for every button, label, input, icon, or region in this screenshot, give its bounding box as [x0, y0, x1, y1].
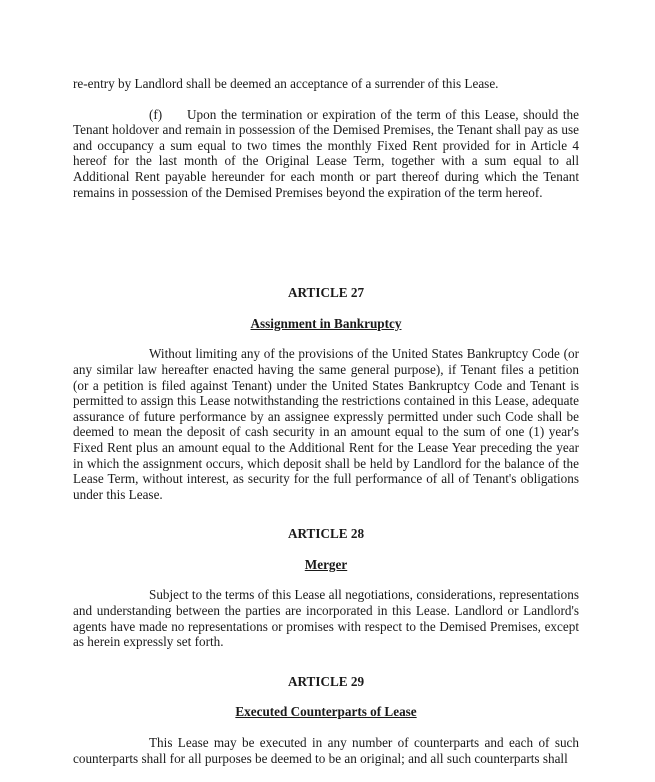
spacer	[73, 331, 579, 346]
article-title: Assignment in Bankruptcy	[250, 315, 402, 331]
spacer	[73, 689, 579, 704]
article-title: Executed Counterparts of Lease	[235, 704, 417, 720]
spacer	[73, 301, 579, 316]
subsection-text: Upon the termination or expiration of the term of this Lease, should the Tenant holdover and remain in possession of the Demised Premises, the Tenant shall pay as use and occupancy a sum equal to two times the monthly Fixed Rent provided for in Article 4 hereof for the last month of the Original Lease Term, together with a sum equal to all Additional Rent payable hereunder for each month or part thereof during which the Tenant remains in possession of the Demised Premises beyond the expiration of the term hereof.	[73, 106, 579, 200]
article-28	[73, 526, 579, 650]
document-page	[73, 76, 579, 766]
article-number: ARTICLE 28	[287, 526, 365, 542]
article-number: ARTICLE 29	[287, 673, 365, 689]
spacer	[73, 650, 579, 674]
article-body: Without limiting any of the provisions of the United States Bankruptcy Code (or any similar law hereafter enacted having the same general purpose), if Tenant files a petition (or a petition is filed against Tenant) under the United States Bankruptcy Code and Tenant is permitted to assign this Lease notwithstanding the restrictions contained in this Lease, adequate assurance of future performance by an assignee expressly permitted under such Code shall be deemed to mean the deposit of cash security in an amount equal to the sum of one (1) year's Fixed Rent plus an amount equal to the Additional Rent for the Lease Year preceding the year in which the assignment occurs, which deposit shall be held by Landlord for the balance of the Lease Term, without interest, as security for the full performance of all of Tenant's obligations under this Lease.	[73, 346, 579, 502]
article-body: This Lease may be executed in any number of counterparts and each of such counterparts shall for all purposes be deemed to be an original; and all such counterparts shall	[73, 735, 579, 766]
spacer	[73, 720, 579, 735]
blank-space	[73, 200, 579, 285]
subsection-label: (f)	[149, 106, 163, 122]
spacer	[73, 92, 579, 107]
article-number: ARTICLE 27	[287, 285, 365, 301]
spacer	[73, 502, 579, 526]
article-27	[73, 285, 579, 502]
subsection-f	[73, 107, 579, 201]
article-body: Subject to the terms of this Lease all negotiations, considerations, representations and understanding between the parties are incorporated in this Lease. Landlord or Landlord's agents have made no representations or promises with respect to the Demised Premises, except as herein expressly set forth.	[73, 587, 579, 650]
spacer	[73, 542, 579, 557]
article-29	[73, 674, 579, 766]
article-title: Merger	[304, 556, 348, 572]
spacer	[73, 572, 579, 587]
continuation-paragraph: re-entry by Landlord shall be deemed an acceptance of a surrender of this Lease.	[73, 76, 499, 91]
